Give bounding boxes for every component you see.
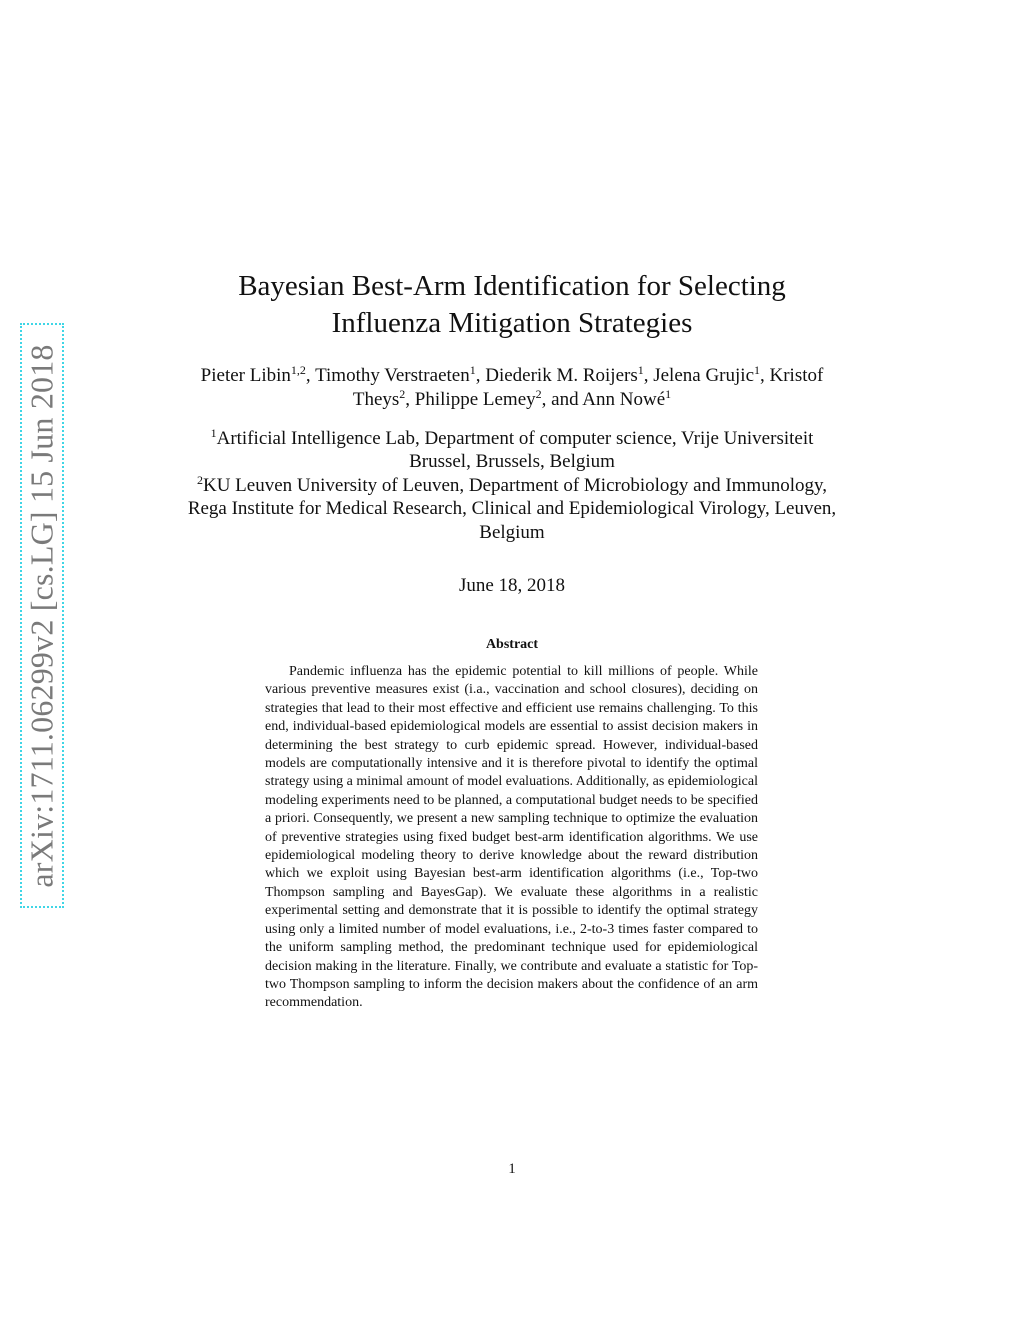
affiliations	[180, 427, 844, 544]
author: Ann Nowé$^1$	[582, 387, 672, 410]
author: Pieter Libin$^{1,2}$	[200, 363, 306, 386]
publication-date: June 18, 2018	[458, 575, 566, 596]
author: Philippe Lemey$^2$	[414, 387, 542, 410]
affiliation: $^2$KU Leuven University of Leuven, Department of Microbiology and Immunology, Rega Institute for Medical Research, Clinical and Epidemiological Virology, Leuven, Belgium	[187, 472, 837, 543]
affiliation: $^1$Artificial Intelligence Lab, Department of computer science, Vrije Universiteit Brussel, Brussels, Belgium	[210, 426, 814, 473]
page-number: 1	[508, 1161, 516, 1177]
author: Diederik M. Roijers$^1$	[485, 363, 644, 386]
author-list: Pieter Libin$^{1,2}$, Timothy Verstraeten$^1$, Diederik M. Roijers$^1$, Jelena Grujic$^1$, Kristof Theys$^2$, Philippe Lemey$^2$, and Ann Nowé$^1$	[200, 363, 824, 410]
arxiv-identifier: arXiv:1711.06299v2 [cs.LG] 15 Jun 2018	[23, 343, 60, 888]
author: Jelena Grujic$^1$	[653, 363, 760, 386]
abstract-heading: Abstract	[485, 637, 539, 652]
paper-title	[180, 268, 844, 342]
author: Timothy Verstraeten$^1$	[315, 363, 476, 386]
author: Kristof Theys$^2$	[352, 365, 824, 410]
title-line-1: Bayesian Best-Arm Identification for Selecting	[238, 270, 786, 302]
title-line-2: Influenza Mitigation Strategies	[331, 307, 693, 339]
arxiv-identifier-stamp	[20, 323, 64, 908]
abstract-body: Pandemic influenza has the epidemic potential to kill millions of people. While various preventive measures exist (i.a., vaccination and school closures), deciding on strategies that lead to their most effective and efficient use remains challenging. To this end, individual-based epidemiological models are essential to assist decision makers in determining the best strategy to curb epidemic spread. However, individual-based models are computationally intensive and it is therefore pivotal to identify the optimal strategy using a minimal amount of model evaluations. Additionally, as epidemiological modeling experiments need to be planned, a computational budget needs to be specified a priori. Consequently, we present a new sampling technique to optimize the evaluation of preventive strategies using fixed budget best-arm identification algorithms. We use epidemiological modeling theory to derive knowledge about the reward distribution which we exploit using Bayesian best-arm identification algorithms (i.e., Top-two Thompson sampling and BayesGap). We evaluate these algorithms in a realistic experimental setting and demonstrate that it is possible to identify the optimal strategy using only a limited number of model evaluations, i.e., 2-to-3 times faster compared to the uniform sampling method, the predominant technique used for epidemiological decision making in the literature. Finally, we contribute and evaluate a statistic for Top-two Thompson sampling to inform the decision makers about the confidence of an arm recommendation.	[265, 664, 758, 1011]
